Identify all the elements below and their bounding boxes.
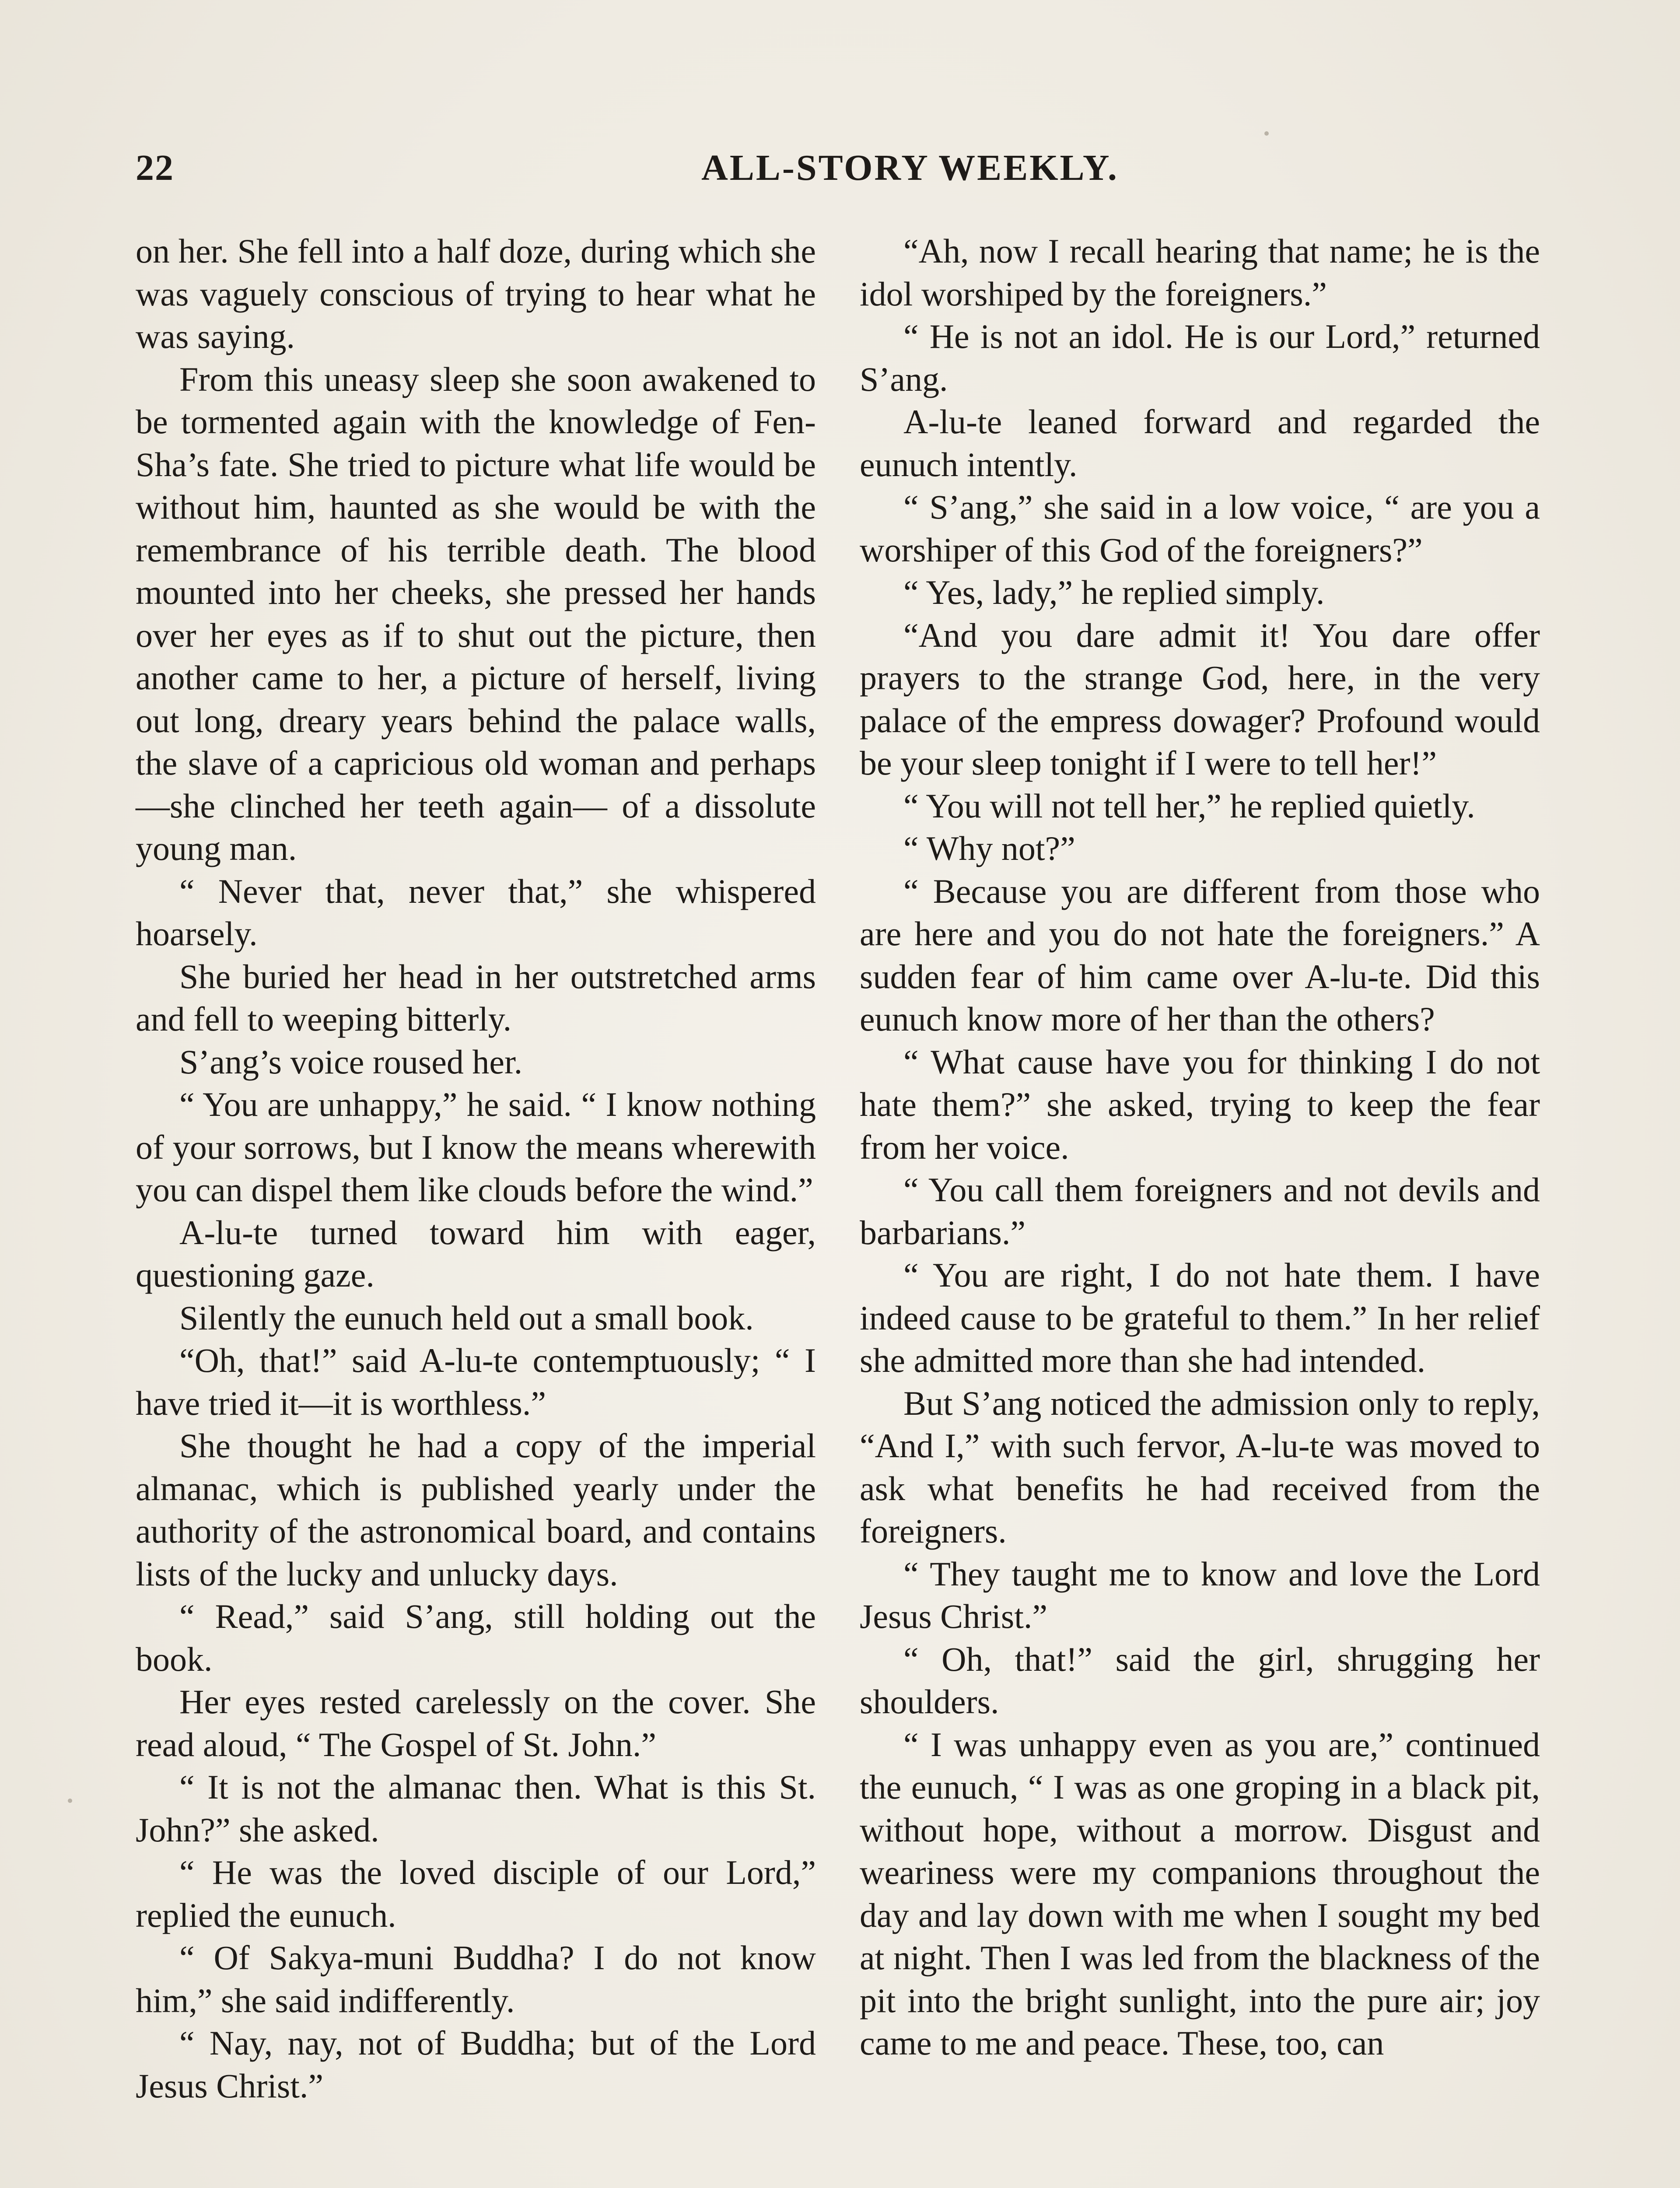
paragraph: A-lu-te turned toward him with eager, questioning gaze.: [136, 1213, 816, 1294]
left-column: [136, 230, 816, 2107]
right-column: [860, 230, 1540, 2065]
paragraph: “ I was unhappy even as you are,” continued the eunuch, “ I was as one groping in a black pit, without hope, without a morrow. Disgust and weariness were my companions throughout the day and lay down with me when I sought my bed at night. Then I was led from the blackness of the pit into the bright sunlight, into the pure air; joy came to me and peace. These, too, can: [860, 1725, 1540, 2062]
paragraph: “ What cause have you for thinking I do not hate them?” she asked, trying to keep the fear from her voice.: [860, 1042, 1540, 1166]
paragraph: “And you dare admit it! You dare offer prayers to the strange God, here, in the very palace of the empress dowager? Profound would be your sleep tonight if I were to tell her!”: [860, 616, 1540, 782]
paragraph: Silently the eunuch held out a small book.: [179, 1298, 754, 1337]
paragraph: “ Of Sakya-muni Buddha? I do not know him,” she said indifferently.: [136, 1939, 816, 2020]
paragraph: “ Nay, nay, not of Buddha; but of the Lord Jesus Christ.”: [136, 2024, 816, 2105]
paragraph: “Oh, that!” said A-lu-te contemptuously; “ I have tried it—it is worthless.”: [136, 1341, 816, 1422]
paragraph: “ You call them foreigners and not devils and barbarians.”: [860, 1171, 1540, 1252]
print-speck: [1264, 131, 1269, 136]
paragraph: But S’ang noticed the admission only to reply, “And I,” with such fervor, A-lu-te was moved to ask what benefits he had received from the foreigners.: [860, 1384, 1540, 1550]
paragraph: “ Read,” said S’ang, still holding out the book.: [136, 1597, 816, 1678]
paragraph: She thought he had a copy of the imperial almanac, which is published yearly under the authority of the astronomical board, and contains lists of the lucky and unlucky days.: [136, 1427, 816, 1593]
paragraph: “ Oh, that!” said the girl, shrugging her shoulders.: [860, 1640, 1540, 1721]
paragraph: “ You are right, I do not hate them. I have indeed cause to be grateful to them.” In her relief she admitted more than she had intended.: [860, 1256, 1540, 1379]
publication-title: ALL-STORY WEEKLY.: [701, 147, 1119, 188]
page-number: 22: [136, 147, 174, 188]
running-head: [136, 147, 1544, 195]
paragraph: “ Yes, lady,” he replied simply.: [903, 573, 1325, 611]
paragraph: “Ah, now I recall hearing that name; he is the idol worshiped by the foreigners.”: [860, 232, 1540, 313]
paragraph: “ Never that, never that,” she whispered hoarsely.: [136, 872, 816, 953]
paragraph: Her eyes rested carelessly on the cover. She read aloud, “ The Gospel of St. John.”: [136, 1683, 816, 1764]
paragraph: She buried her head in her outstretched arms and fell to weeping bitterly.: [136, 957, 816, 1038]
paragraph: “ It is not the almanac then. What is this St. John?” she asked.: [136, 1768, 816, 1849]
print-speck: [68, 1799, 72, 1803]
paragraph: A-lu-te leaned forward and regarded the eunuch intently.: [860, 403, 1540, 484]
paragraph: “ You will not tell her,” he replied quietly.: [903, 786, 1475, 825]
paragraph: “ They taught me to know and love the Lord Jesus Christ.”: [860, 1554, 1540, 1635]
paragraph: “ He is not an idol. He is our Lord,” returned S’ang.: [860, 317, 1540, 398]
paragraph: “ Because you are different from those who are here and you do not hate the foreigners.” A sudden fear of him came over A-lu-te. Did this eunuch know more of her than the others?: [860, 872, 1540, 1038]
paragraph: From this uneasy sleep she soon awakened to be tormented again with the knowledge of Fen-Sha’s fate. She tried to picture what life would be without him, haunted as she would be with the remembrance of his terrible death. The blood mounted into her cheeks, she pressed her hands over her eyes as if to shut out the picture, then another came to her, a picture of herself, living out long, dreary years behind the palace walls, the slave of a capricious old woman and perhaps—she clinched her teeth again— of a dissolute young man.: [136, 360, 816, 867]
paragraph: “ S’ang,” she said in a low voice, “ are you a worshiper of this God of the foreigners?”: [860, 488, 1540, 569]
paragraph: on her. She fell into a half doze, during which she was vaguely conscious of trying to hear what he was saying.: [136, 232, 816, 355]
paragraph: “ Why not?”: [903, 829, 1075, 867]
paragraph: S’ang’s voice roused her.: [179, 1042, 523, 1081]
paragraph: “ He was the loved disciple of our Lord,” replied the eunuch.: [136, 1853, 816, 1934]
paragraph: “ You are unhappy,” he said. “ I know nothing of your sorrows, but I know the means wherewith you can dispel them like clouds before the wind.”: [136, 1085, 816, 1209]
